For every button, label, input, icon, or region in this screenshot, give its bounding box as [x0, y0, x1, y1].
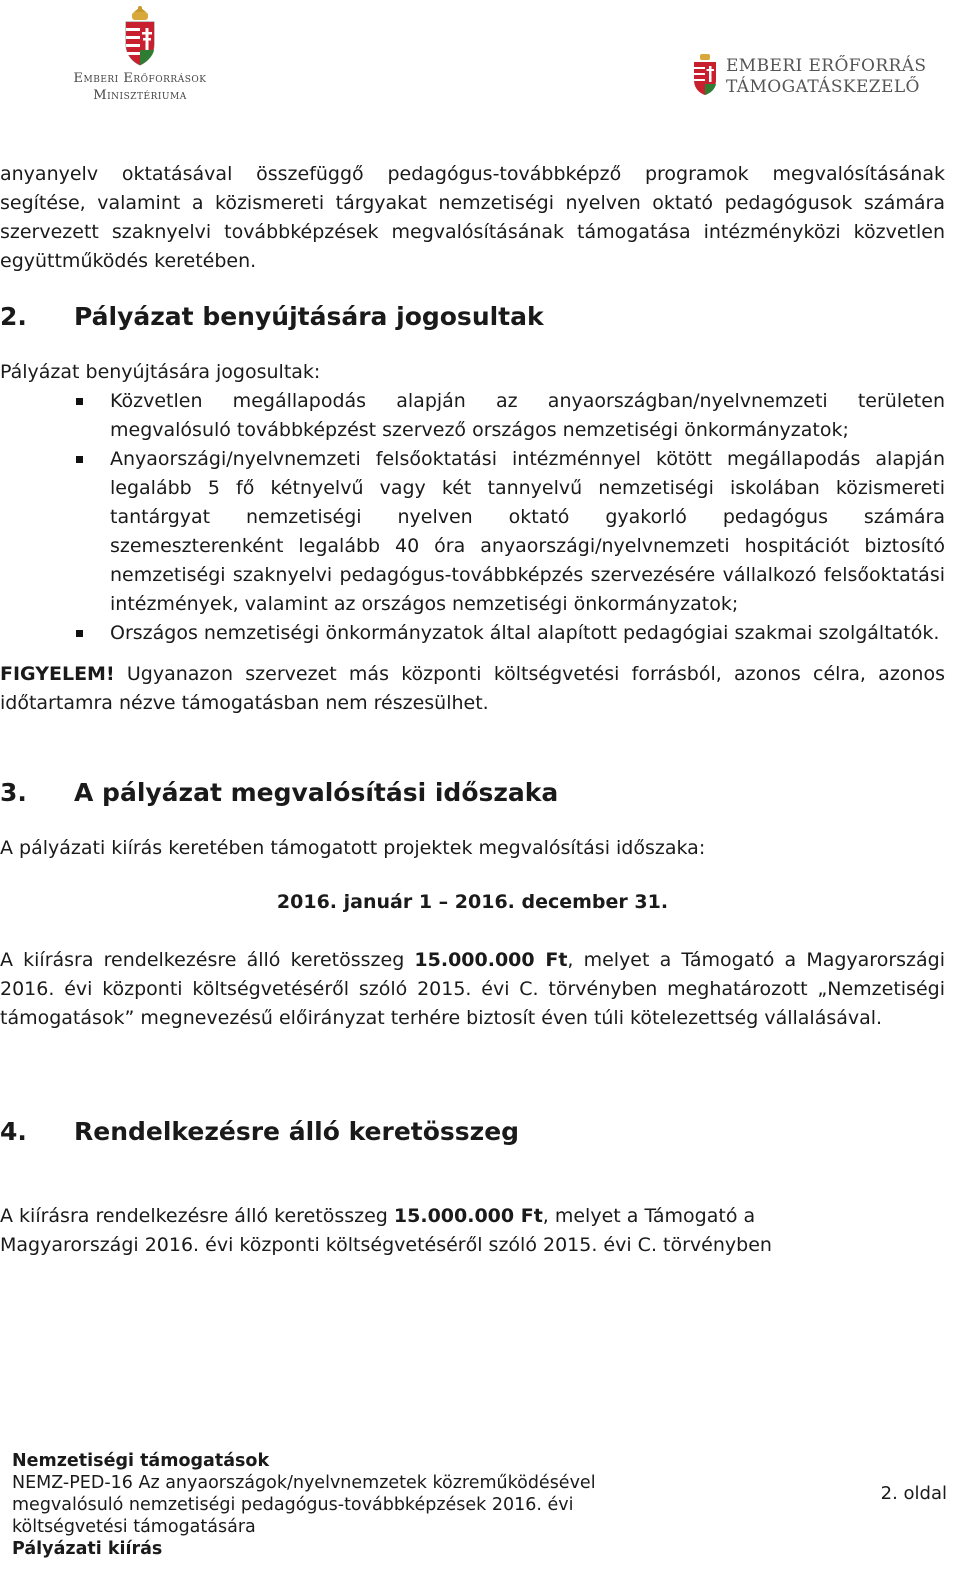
budget-text-post: , melyet a Támogató a	[542, 1205, 756, 1227]
budget-text-pre: A kiírásra rendelkezésre álló keretösszeg	[0, 1205, 394, 1227]
intro-paragraph: anyanyelv oktatásával összefüggő pedagógus-továbbképző programok megvalósításának segítése, valamint a közismereti tárgyakat nemzetiségi nyelven oktató pedagógusok számára szervezett szaknyelvi továbbképzések megvalósításának támogatása intézményközi közvetlen együttműködés keretében.	[0, 163, 945, 272]
document-body	[0, 160, 945, 1260]
footer-title: Nemzetiségi támogatások	[12, 1451, 270, 1471]
budget-amount: 15.000.000 Ft	[393, 1205, 543, 1227]
hungarian-crest-icon	[123, 4, 157, 66]
etk-logo	[692, 52, 952, 102]
warning-text: Ugyanazon szervezet más központi költségvetési forrásból, azonos célra, azonos időtartamra nézve támogatásban nem részesülhet.	[0, 663, 945, 714]
section-3-title: A pályázat megvalósítási időszaka	[74, 778, 559, 807]
list-item: Országos nemzetiségi önkormányzatok által alapított pedagógiai szakmai szolgáltatók.	[110, 619, 945, 648]
list-item: Közvetlen megállapodás alapján az anyaországban/nyelvnemzeti területen megvalósuló továbbképzést szervező országos nemzetiségi önkormányzatok;	[110, 387, 945, 445]
etk-logo-line2: TÁMOGATÁSKEZELŐ	[726, 77, 920, 97]
ministry-logo-line1: Emberi Erőforrások	[73, 71, 207, 86]
section-3-heading	[0, 778, 945, 808]
section-4-budget-paragraph	[0, 1202, 945, 1260]
footer-text	[12, 1450, 692, 1560]
section-3-lead: A pályázati kiírás keretében támogatott projektek megvalósítási időszaka:	[0, 837, 706, 859]
budget-text-pre: A kiírásra rendelkezésre álló keretösszeg	[0, 949, 415, 971]
page-header	[0, 0, 960, 130]
ministry-logo	[55, 4, 225, 104]
page-number: 2. oldal	[880, 1483, 947, 1504]
section-2-lead: Pályázat benyújtására jogosultak:	[0, 361, 321, 383]
budget-text-line2: Magyarországi 2016. évi központi költségvetéséről szóló 2015. évi C. törvényben	[0, 1234, 772, 1256]
etk-logo-text	[726, 56, 926, 98]
footer-line-2: megvalósuló nemzetiségi pedagógus-továbbképzések 2016. évi	[12, 1495, 574, 1515]
list-item: Anyaországi/nyelvnemzeti felsőoktatási intézménnyel kötött megállapodás alapján legalább 5 fő kétnyelvű vagy két tannyelvű nemzetiségi iskolában közismereti tantárgyat nemzetiségi nyelven oktató gyakorló pedagógus számára szemeszterenként legalább 40 óra anyaországi/nyelvnemzeti hospitációt biztosító nemzetiségi szaknyelvi pedagógus-továbbképzés szervezésére vállalkozó felsőoktatási intézmények, valamint az országos nemzetiségi önkormányzatok;	[110, 445, 945, 619]
footer-line-3: költségvetési támogatására	[12, 1517, 256, 1537]
section-3-budget-paragraph	[0, 946, 945, 1033]
section-3-number: 3.	[0, 778, 27, 807]
budget-text-post: , melyet a Támogató a Magyarországi 2016. évi központi költségvetéséről szóló 2015. évi C. törvényben meghatározott „Nemzetiségi támogatások” megnevezésű előirányzat terhére biztosít éven túli kötelezettség vállalásával.	[0, 949, 945, 1029]
section-4-number: 4.	[0, 1117, 27, 1146]
implementation-period: 2016. január 1 – 2016. december 31.	[276, 891, 669, 913]
ministry-logo-text	[55, 70, 225, 104]
footer-doc-type: Pályázati kiírás	[12, 1539, 163, 1559]
etk-logo-line1: EMBERI ERŐFORRÁS	[726, 56, 927, 76]
footer-line-1: NEMZ-PED-16 Az anyaországok/nyelvnemzetek közreműködésével	[12, 1473, 596, 1493]
eligible-list	[0, 387, 945, 648]
ministry-logo-line2: Minisztériuma	[93, 88, 187, 103]
section-2-heading	[0, 302, 945, 332]
warning-label: FIGYELEM!	[0, 663, 115, 685]
small-crest-icon	[692, 52, 718, 96]
warning-paragraph	[0, 660, 945, 718]
section-4-heading	[0, 1117, 945, 1147]
section-2-number: 2.	[0, 302, 27, 331]
page-footer	[12, 1450, 947, 1560]
section-4-title: Rendelkezésre álló keretösszeg	[74, 1117, 520, 1146]
budget-amount: 15.000.000 Ft	[414, 949, 568, 971]
section-2-title: Pályázat benyújtására jogosultak	[74, 302, 544, 331]
